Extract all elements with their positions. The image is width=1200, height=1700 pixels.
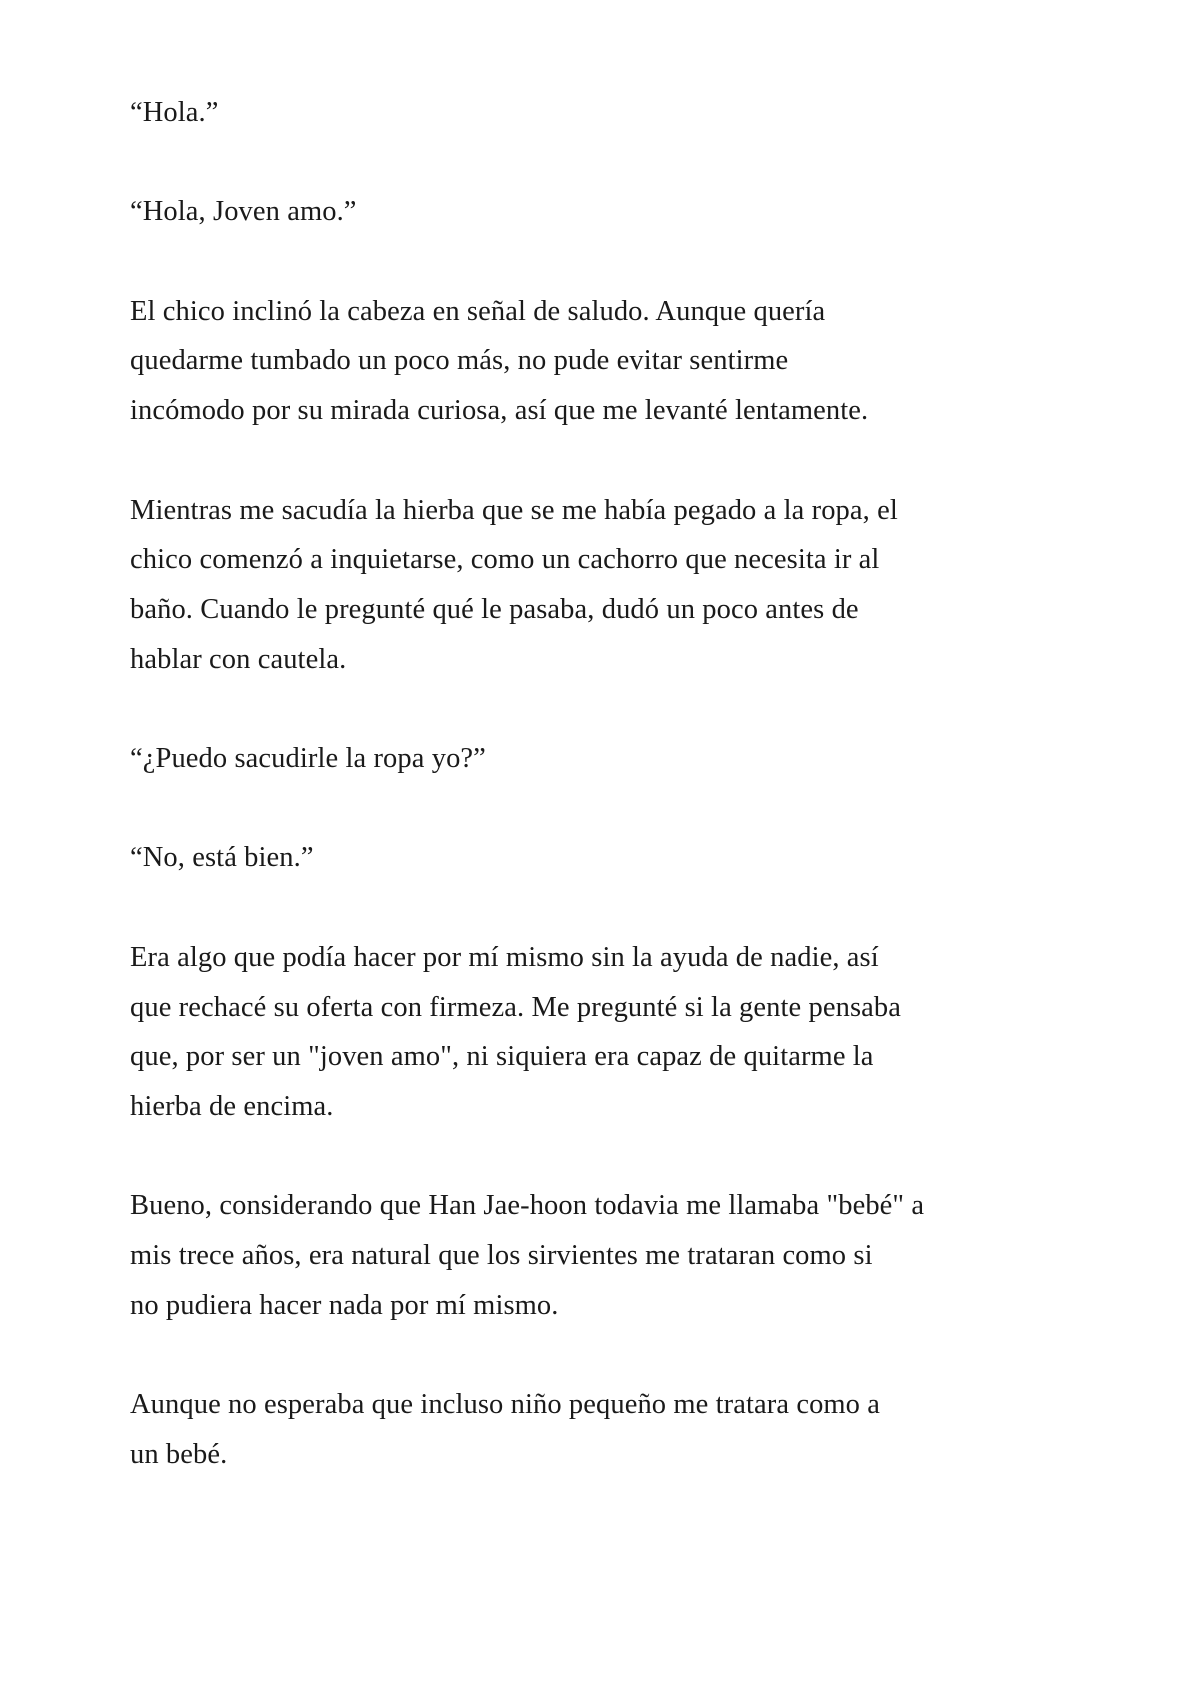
text-line: no pudiera hacer nada por mí mismo.	[130, 1289, 559, 1321]
text-line: hierba de encima.	[130, 1090, 334, 1122]
paragraph-greeting-1	[130, 88, 1080, 138]
text-line: “¿Puedo sacudirle la ropa yo?”	[130, 743, 486, 775]
text-line: baño. Cuando le pregunté qué le pasaba, dudó un poco antes de	[130, 593, 859, 625]
text-line: que, por ser un "joven amo", ni siquiera era capaz de quitarme la	[130, 1041, 874, 1073]
text-line: Bueno, considerando que Han Jae-hoon todavia me llamaba "bebé" a	[130, 1190, 925, 1222]
paragraph-narration-5	[130, 1380, 1080, 1479]
text-line: incómodo por su mirada curiosa, así que me levanté lentamente.	[130, 395, 869, 427]
paragraph-greeting-2	[130, 187, 1080, 237]
text-line: Aunque no esperaba que incluso niño pequeño me tratara como a	[130, 1389, 881, 1421]
paragraph-dialogue-2	[130, 833, 1080, 883]
text-line: “Hola, Joven amo.”	[130, 196, 357, 228]
text-line: “No, está bien.”	[130, 842, 314, 874]
text-line: un bebé.	[130, 1438, 228, 1470]
paragraph-narration-3	[130, 933, 1080, 1132]
text-line: “Hola.”	[130, 97, 219, 128]
paragraph-narration-2	[130, 486, 1080, 685]
text-line: Mientras me sacudía la hierba que se me había pegado a la ropa, el	[130, 494, 898, 526]
text-line: Era algo que podía hacer por mí mismo sin la ayuda de nadie, así	[130, 941, 879, 973]
text-line: mis trece años, era natural que los sirvientes me trataran como si	[130, 1240, 873, 1272]
document-page	[130, 88, 1080, 1529]
text-line: quedarme tumbado un poco más, no pude evitar sentirme	[130, 345, 789, 377]
text-line: El chico inclinó la cabeza en señal de saludo. Aunque quería	[130, 295, 826, 327]
text-line: que rechacé su oferta con firmeza. Me pregunté si la gente pensaba	[130, 991, 901, 1023]
paragraph-narration-1	[130, 287, 1080, 436]
paragraph-narration-4	[130, 1181, 1080, 1330]
text-line: chico comenzó a inquietarse, como un cachorro que necesita ir al	[130, 544, 880, 576]
paragraph-dialogue-1	[130, 734, 1080, 784]
text-line: hablar con cautela.	[130, 643, 347, 675]
